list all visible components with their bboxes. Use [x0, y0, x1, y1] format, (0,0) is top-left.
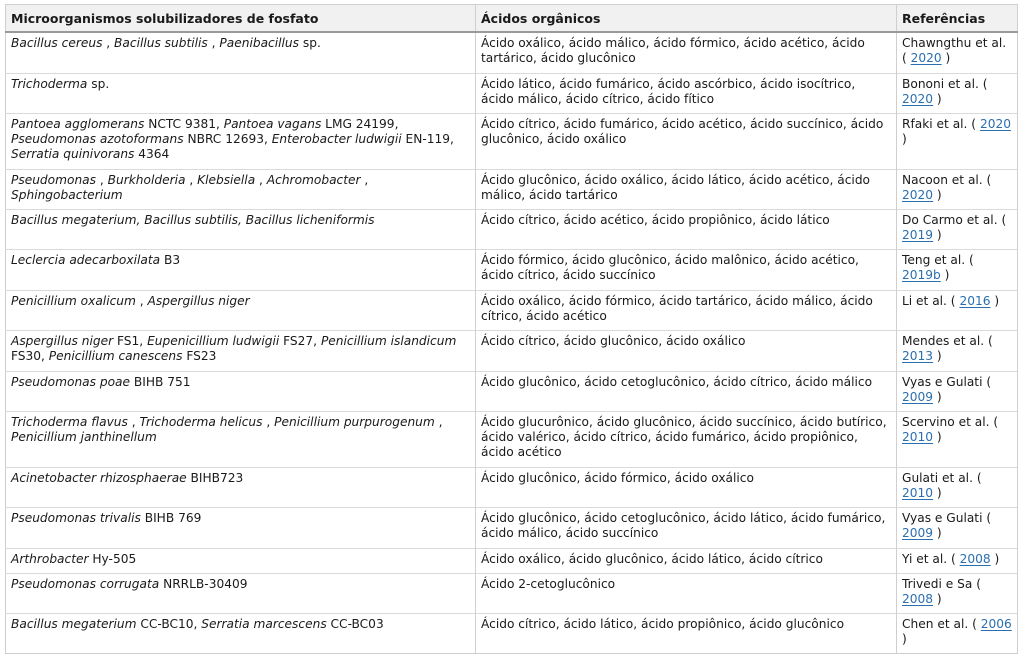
acids-cell: Ácido glucônico, ácido oxálico, ácido lático, ácido acético, ácido málico, ácido tartárico	[476, 169, 897, 209]
strain-text: Hy-505	[88, 551, 137, 566]
strain-text: BIHB 769	[140, 510, 202, 525]
species-name: Burkholderia	[107, 172, 186, 187]
species-name: Paenibacillus	[219, 36, 299, 50]
species-name: Pseudomonas corrugata	[11, 576, 160, 591]
strain-text: EN-119,	[401, 131, 454, 146]
table-row	[6, 32, 1018, 73]
strain-text: FS23	[182, 348, 217, 363]
strain-text: 4364	[134, 146, 170, 161]
organism-cell	[6, 573, 476, 613]
acids-cell: Ácido glucônico, ácido cetoglucônico, ácido cítrico, ácido málico	[476, 371, 897, 411]
table-header-row	[6, 5, 1018, 33]
reference-close: )	[902, 631, 907, 646]
strain-text: ,	[262, 414, 275, 429]
strain-text: ,	[207, 36, 220, 50]
acids-cell: Ácido cítrico, ácido glucônico, ácido oxálico	[476, 330, 897, 371]
reference-authors: Chawngthu et al. (	[902, 36, 1007, 65]
strain-text: sp.	[87, 76, 110, 91]
table-row	[6, 467, 1018, 507]
species-name: Pantoea agglomerans	[11, 116, 145, 131]
reference-year-link[interactable]: 2020	[979, 116, 1011, 131]
strain-text: ,	[127, 414, 140, 429]
strain-text: FS27,	[279, 333, 321, 348]
strain-text: sp.	[298, 36, 321, 50]
reference-cell	[897, 548, 1018, 573]
reference-cell	[897, 467, 1018, 507]
strain-text: ,	[360, 172, 369, 187]
acids-cell: Ácido lático, ácido fumárico, ácido ascórbico, ácido isocítrico, ácido málico, ácido cítrico, ácido fítico	[476, 73, 897, 113]
strain-text: NBRC 12693,	[183, 131, 272, 146]
acids-cell: Ácido cítrico, ácido lático, ácido propiônico, ácido glucônico	[476, 613, 897, 653]
strain-text: BIHB723	[186, 470, 244, 485]
species-name: Pantoea vagans	[223, 116, 322, 131]
reference-cell	[897, 249, 1018, 290]
reference-year-link[interactable]: 2020	[910, 51, 942, 65]
reference-close: )	[933, 227, 942, 242]
reference-year-link[interactable]: 2020	[902, 187, 934, 202]
strain-text: ,	[135, 293, 148, 308]
table-row	[6, 507, 1018, 548]
data-table	[5, 4, 1018, 654]
organism-cell	[6, 290, 476, 330]
reference-cell	[897, 371, 1018, 411]
organism-cell	[6, 613, 476, 653]
reference-authors: Vyas e Gulati (	[902, 510, 992, 525]
reference-year-link[interactable]: 2009	[902, 525, 934, 540]
reference-cell	[897, 573, 1018, 613]
reference-close: )	[940, 267, 950, 282]
species-name: Trichoderma flavus	[11, 414, 128, 429]
reference-authors: Vyas e Gulati (	[902, 374, 992, 389]
acids-cell: Ácido cítrico, ácido acético, ácido propiônico, ácido lático	[476, 209, 897, 249]
reference-close: )	[933, 348, 942, 363]
organism-cell	[6, 330, 476, 371]
reference-cell	[897, 330, 1018, 371]
acids-cell: Ácido glucurônico, ácido glucônico, ácido succínico, ácido butírico, ácido valérico, ácido cítrico, ácido fumárico, ácido propiônico, ácido acético	[476, 411, 897, 467]
reference-cell	[897, 209, 1018, 249]
organism-cell	[6, 73, 476, 113]
table-row	[6, 548, 1018, 573]
species-name: Bacillus cereus	[11, 36, 103, 50]
species-name: Penicillium purpurogenum	[274, 414, 435, 429]
reference-year-link[interactable]: 2009	[902, 389, 934, 404]
acids-cell: Ácido cítrico, ácido fumárico, ácido acético, ácido succínico, ácido glucônico, ácido oxálico	[476, 113, 897, 169]
reference-close: )	[933, 525, 942, 540]
reference-close: )	[902, 131, 907, 146]
strain-text: LMG 24199,	[321, 116, 399, 131]
table-row	[6, 613, 1018, 653]
reference-cell	[897, 113, 1018, 169]
organism-cell	[6, 548, 476, 573]
strain-text: ,	[185, 172, 198, 187]
reference-close: )	[941, 51, 951, 65]
strain-text: FS1,	[113, 333, 148, 348]
organism-cell	[6, 411, 476, 467]
table-body	[6, 32, 1018, 653]
species-name: Pseudomonas poae	[11, 374, 131, 389]
species-name: Sphingobacterium	[11, 187, 123, 202]
reference-cell	[897, 613, 1018, 653]
reference-authors: Chen et al. (	[902, 616, 977, 631]
reference-cell	[897, 169, 1018, 209]
species-name: Pseudomonas azotoformans	[11, 131, 184, 146]
reference-cell	[897, 73, 1018, 113]
organism-cell	[6, 169, 476, 209]
strain-text: FS30,	[11, 348, 49, 363]
species-name: Klebsiella	[197, 172, 256, 187]
reference-year-link[interactable]: 2019	[902, 227, 934, 242]
reference-close: )	[933, 389, 942, 404]
strain-text: ,	[255, 172, 267, 187]
reference-close: )	[933, 591, 942, 606]
reference-year-link[interactable]: 2008	[959, 551, 991, 566]
reference-year-link[interactable]: 2006	[980, 616, 1012, 631]
organism-cell	[6, 32, 476, 73]
strain-text: NCTC 9381,	[144, 116, 224, 131]
table-row	[6, 113, 1018, 169]
species-name: Bacillus megaterium	[11, 616, 137, 631]
reference-close: )	[990, 293, 1000, 308]
reference-year-link[interactable]: 2010	[902, 429, 934, 444]
species-name: Aspergillus niger	[147, 293, 250, 308]
table-row	[6, 209, 1018, 249]
reference-authors: Gulati et al. (	[902, 470, 982, 485]
reference-year-link[interactable]: 2013	[902, 348, 934, 363]
species-name: Achromobacter	[266, 172, 361, 187]
species-name: Serratia quinivorans	[11, 146, 135, 161]
reference-authors: Rfaki et al. (	[902, 116, 977, 131]
strain-text: CC-BC03	[326, 616, 384, 631]
reference-cell	[897, 507, 1018, 548]
reference-year-link[interactable]: 2020	[902, 91, 934, 106]
species-name: Serratia marcescens	[201, 616, 327, 631]
reference-authors: Scervino et al. (	[902, 414, 999, 429]
reference-cell	[897, 32, 1018, 73]
species-name: Trichoderma helicus	[139, 414, 263, 429]
organism-cell	[6, 467, 476, 507]
header-microorganisms: Microorganismos solubilizadores de fosfato	[6, 5, 476, 33]
reference-year-link[interactable]: 2008	[902, 591, 934, 606]
reference-close: )	[933, 91, 942, 106]
species-name: Penicillium oxalicum	[11, 293, 136, 308]
reference-authors: Nacoon et al. (	[902, 172, 992, 187]
reference-close: )	[933, 485, 942, 500]
acids-cell: Ácido oxálico, ácido fórmico, ácido tartárico, ácido málico, ácido cítrico, ácido acético	[476, 290, 897, 330]
reference-authors: Yi et al. (	[902, 551, 956, 566]
header-organic-acids: Ácidos orgânicos	[476, 5, 897, 33]
species-name: Eupenicillium ludwigii	[147, 333, 280, 348]
acids-cell: Ácido glucônico, ácido cetoglucônico, ácido lático, ácido fumárico, ácido málico, ácido succínico	[476, 507, 897, 548]
species-name: Bacillus subtilis	[114, 36, 208, 50]
species-name: Penicillium islandicum	[320, 333, 457, 348]
reference-cell	[897, 290, 1018, 330]
reference-cell	[897, 411, 1018, 467]
table-row	[6, 371, 1018, 411]
organism-cell	[6, 371, 476, 411]
reference-authors: Do Carmo et al. (	[902, 212, 1007, 227]
table-row	[6, 290, 1018, 330]
reference-close: )	[933, 187, 942, 202]
species-name: Leclercia adecarboxilata	[11, 252, 161, 267]
acids-cell: Ácido glucônico, ácido fórmico, ácido oxálico	[476, 467, 897, 507]
strain-text: B3	[160, 252, 181, 267]
acids-cell: Ácido fórmico, ácido glucônico, ácido malônico, ácido acético, ácido cítrico, ácido succínico	[476, 249, 897, 290]
reference-authors: Bononi et al. (	[902, 76, 988, 91]
reference-year-link[interactable]: 2016	[959, 293, 991, 308]
acids-cell: Ácido oxálico, ácido glucônico, ácido lático, ácido cítrico	[476, 548, 897, 573]
table-row	[6, 573, 1018, 613]
strain-text: ,	[102, 36, 115, 50]
strain-text: BIHB 751	[130, 374, 191, 389]
organism-cell	[6, 507, 476, 548]
reference-authors: Trivedi e Sa (	[902, 576, 981, 591]
organism-cell	[6, 249, 476, 290]
table-row	[6, 249, 1018, 290]
reference-close: )	[990, 551, 1000, 566]
acids-cell: Ácido 2-cetoglucônico	[476, 573, 897, 613]
reference-authors: Teng et al. (	[902, 252, 974, 267]
table-row	[6, 169, 1018, 209]
species-name: Acinetobacter rhizosphaerae	[11, 470, 187, 485]
species-name: Arthrobacter	[11, 551, 89, 566]
species-name: Enterobacter ludwigii	[271, 131, 402, 146]
organism-cell	[6, 113, 476, 169]
header-references: Referências	[897, 5, 1018, 33]
reference-year-link[interactable]: 2019b	[902, 267, 941, 282]
reference-authors: Li et al. (	[902, 293, 956, 308]
acids-cell: Ácido oxálico, ácido málico, ácido fórmico, ácido acético, ácido tartárico, ácido glucônico	[476, 32, 897, 73]
reference-year-link[interactable]: 2010	[902, 485, 934, 500]
species-name: Penicillium canescens	[48, 348, 183, 363]
strain-text: ,	[434, 414, 443, 429]
species-name: Bacillus megaterium, Bacillus subtilis, Bacillus licheniformis	[11, 212, 375, 227]
reference-authors: Mendes et al. (	[902, 333, 993, 348]
reference-close: )	[933, 429, 942, 444]
strain-text: CC-BC10,	[136, 616, 202, 631]
table-row	[6, 73, 1018, 113]
table-row	[6, 330, 1018, 371]
strain-text: ,	[96, 172, 108, 187]
table-row	[6, 411, 1018, 467]
species-name: Aspergillus niger	[11, 333, 114, 348]
strain-text: NRRLB-30409	[159, 576, 248, 591]
organism-cell	[6, 209, 476, 249]
species-name: Pseudomonas trivalis	[11, 510, 141, 525]
species-name: Trichoderma	[11, 76, 88, 91]
species-name: Penicillium janthinellum	[11, 429, 157, 444]
species-name: Pseudomonas	[11, 172, 96, 187]
